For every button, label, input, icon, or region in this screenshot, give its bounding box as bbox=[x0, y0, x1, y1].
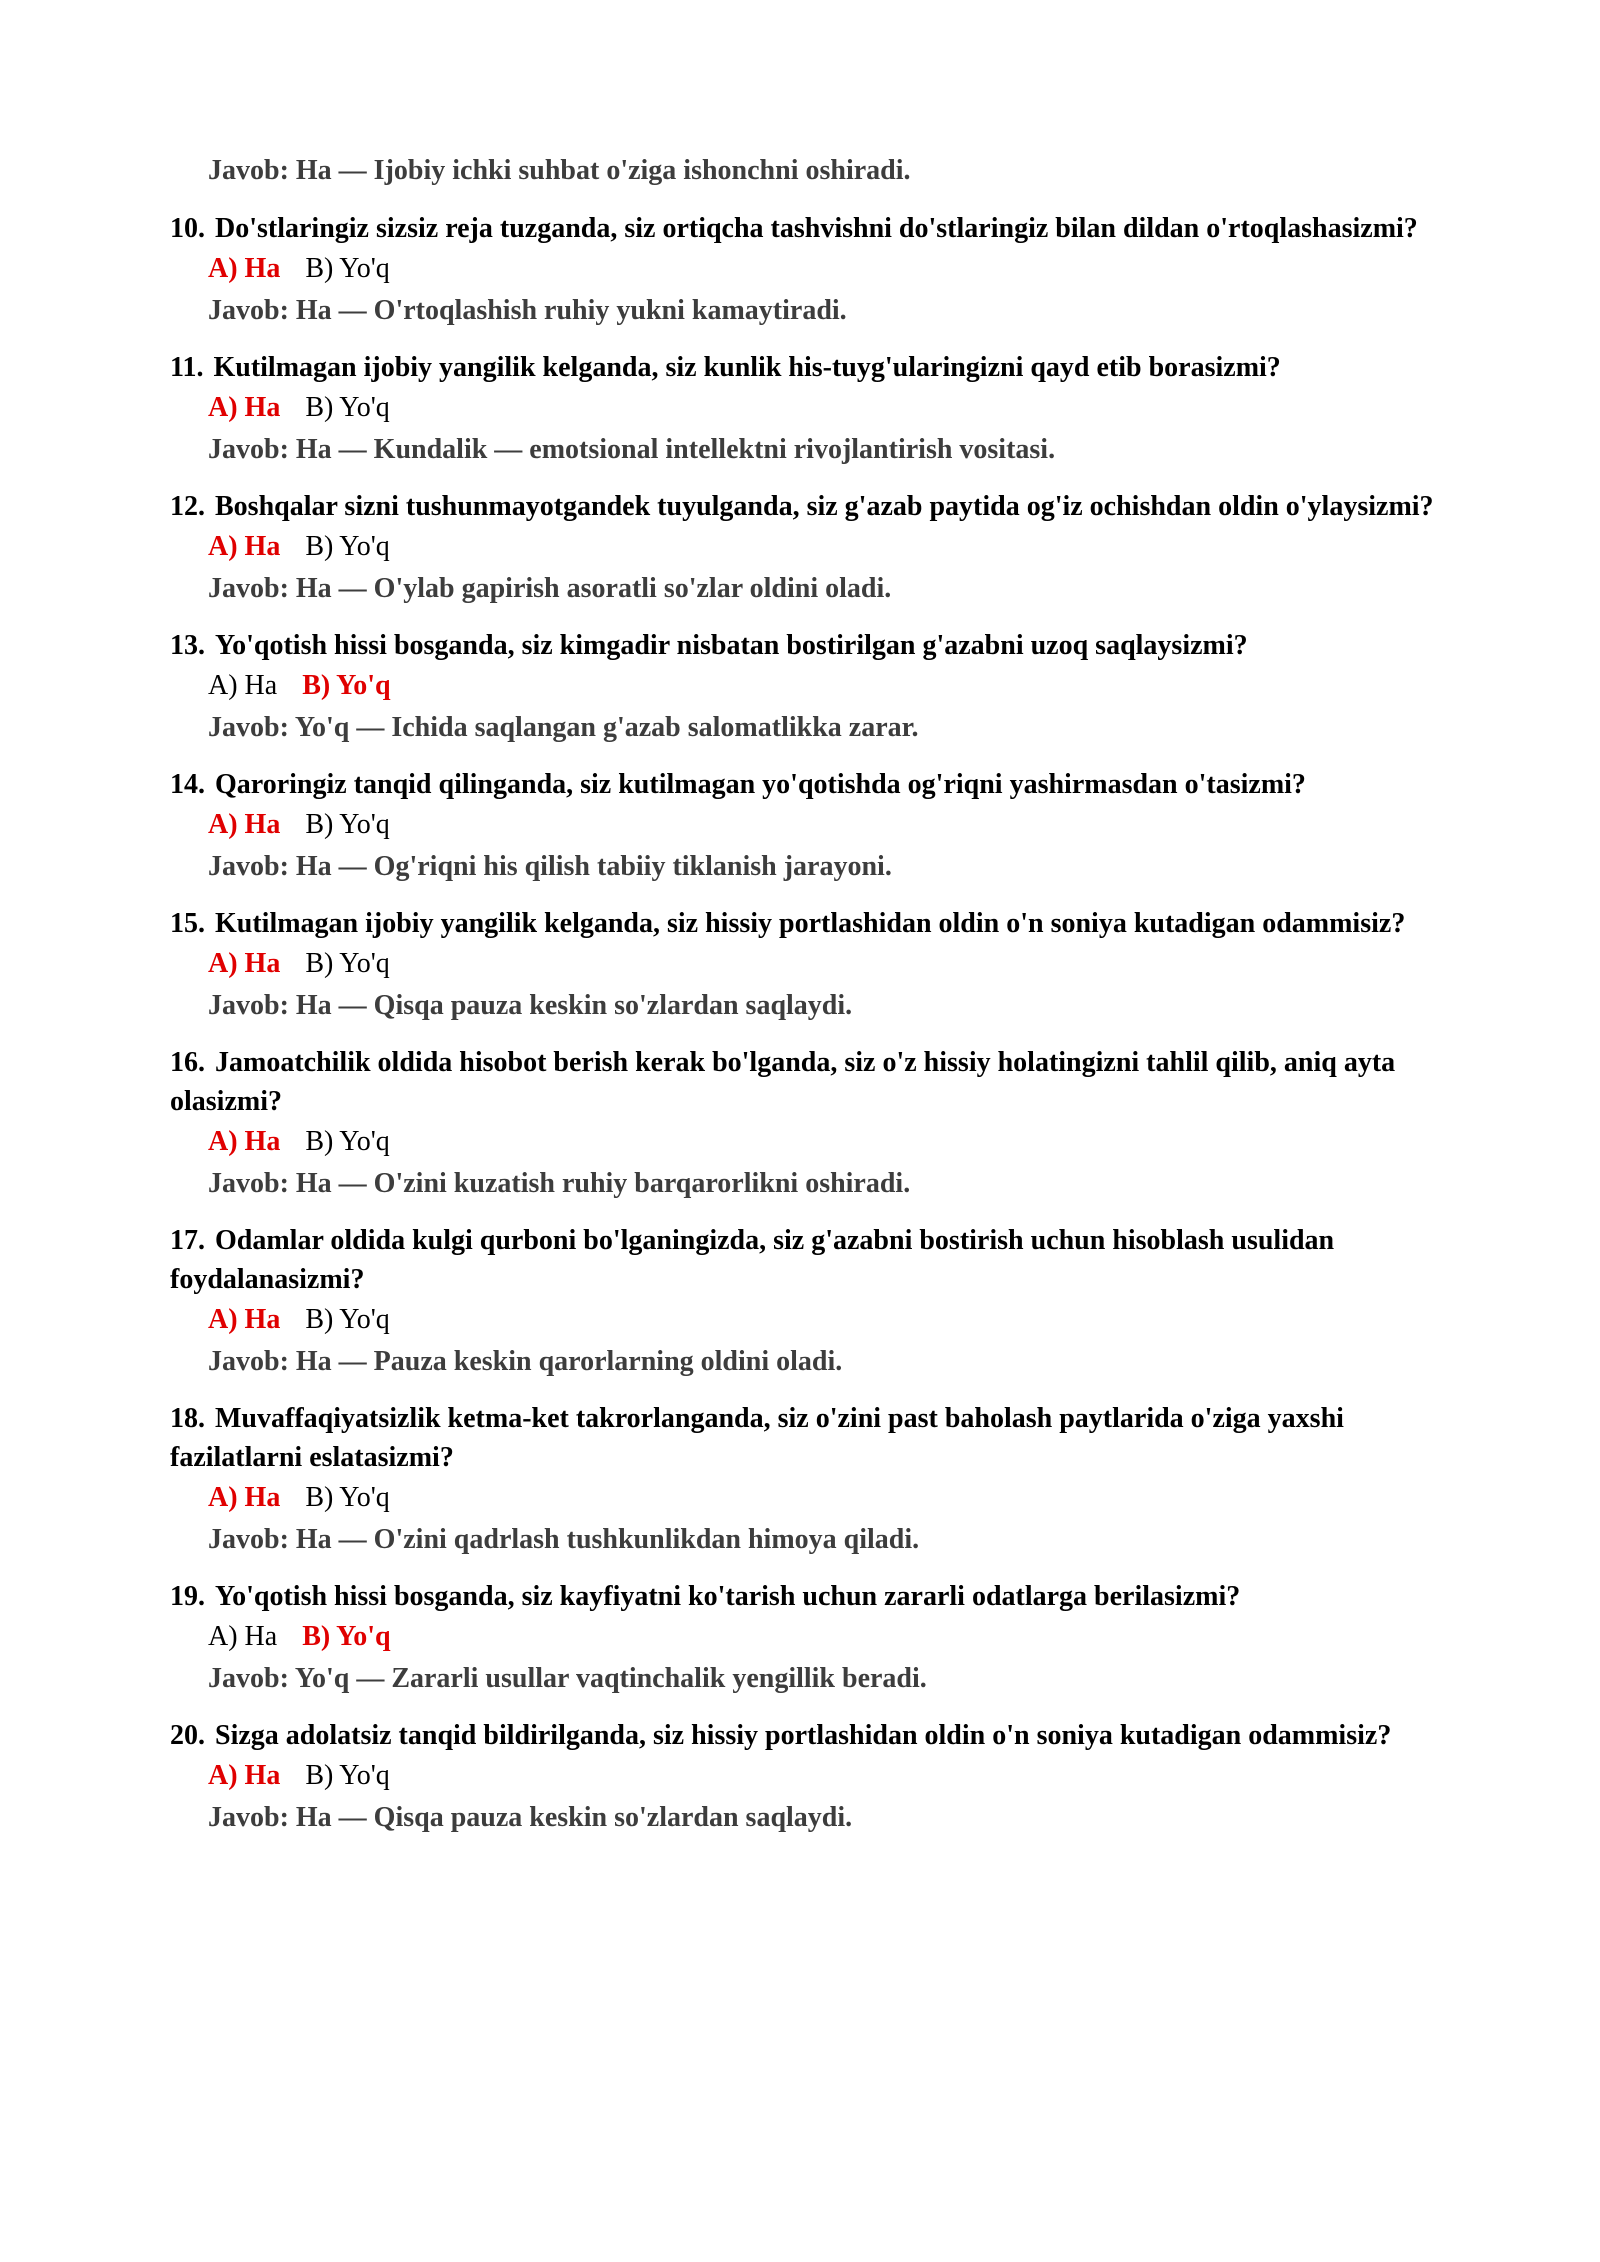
question-text bbox=[170, 348, 1460, 387]
option-a[interactable]: A) Ha bbox=[208, 1482, 281, 1513]
answer-explanation: Javob: Ha — Og'riqni his qilish tabiiy tiklanish jarayoni. bbox=[208, 851, 892, 882]
question-number: 16. bbox=[170, 1047, 205, 1078]
question-number: 20. bbox=[170, 1720, 205, 1751]
question-number: 14. bbox=[170, 769, 205, 800]
question-item bbox=[170, 1221, 1460, 1383]
option-a[interactable]: A) Ha bbox=[208, 1304, 281, 1335]
question-text bbox=[170, 904, 1460, 943]
option-b[interactable]: B) Yo'q bbox=[302, 670, 391, 701]
option-b[interactable]: B) Yo'q bbox=[305, 392, 390, 423]
question-text bbox=[170, 626, 1460, 665]
question-body: Odamlar oldida kulgi qurboni bo'lganingizda, siz g'azabni bostirish uchun hisoblash usulidan foydalanasizmi? bbox=[170, 1225, 1335, 1295]
question-list bbox=[170, 209, 1460, 1855]
question-text bbox=[170, 1043, 1460, 1121]
question-number: 15. bbox=[170, 908, 205, 939]
answer-explanation: Javob: Yo'q — Zararli usullar vaqtinchalik yengillik beradi. bbox=[208, 1663, 927, 1694]
answer-options bbox=[208, 1616, 1460, 1658]
question-number: 17. bbox=[170, 1225, 205, 1256]
option-a[interactable]: A) Ha bbox=[208, 1126, 281, 1157]
answer-options bbox=[208, 526, 1460, 568]
answer-options bbox=[208, 248, 1460, 290]
option-a[interactable]: A) Ha bbox=[208, 392, 281, 423]
answer-options bbox=[208, 943, 1460, 985]
question-item bbox=[170, 209, 1460, 332]
answer-explanation: Javob: Ha — Qisqa pauza keskin so'zlardan saqlaydi. bbox=[208, 990, 853, 1021]
question-body: Kutilmagan ijobiy yangilik kelganda, siz kunlik his-tuyg'ularingizni qayd etib borasizmi? bbox=[213, 352, 1281, 383]
question-body: Boshqalar sizni tushunmayotgandek tuyulganda, siz g'azab paytida og'iz ochishdan oldin o'ylaysizmi? bbox=[215, 491, 1434, 522]
question-body: Sizga adolatsiz tanqid bildirilganda, siz hissiy portlashidan oldin o'n soniya kutadigan odammisiz? bbox=[215, 1720, 1392, 1751]
answer-options bbox=[208, 1477, 1460, 1519]
option-a[interactable]: A) Ha bbox=[208, 253, 281, 284]
option-a[interactable]: A) Ha bbox=[208, 948, 281, 979]
question-item bbox=[170, 1577, 1460, 1700]
option-b[interactable]: B) Yo'q bbox=[305, 948, 390, 979]
question-item bbox=[170, 348, 1460, 471]
answer-options bbox=[208, 387, 1460, 429]
option-b[interactable]: B) Yo'q bbox=[305, 531, 390, 562]
answer-explanation: Javob: Ha — O'zini kuzatish ruhiy barqarorlikni oshiradi. bbox=[208, 1168, 911, 1199]
question-number: 18. bbox=[170, 1403, 205, 1434]
answer-options bbox=[208, 665, 1460, 707]
answer-explanation: Javob: Ha — O'ylab gapirish asoratli so'zlar oldini oladi. bbox=[208, 573, 892, 604]
answer-explanation: Javob: Yo'q — Ichida saqlangan g'azab salomatlikka zarar. bbox=[208, 712, 919, 743]
question-number: 11. bbox=[170, 352, 204, 383]
question-body: Yo'qotish hissi bosganda, siz kimgadir nisbatan bostirilgan g'azabni uzoq saqlaysizmi? bbox=[215, 630, 1248, 661]
option-b[interactable]: B) Yo'q bbox=[305, 1304, 390, 1335]
question-number: 10. bbox=[170, 213, 205, 244]
question-body: Yo'qotish hissi bosganda, siz kayfiyatni ko'tarish uchun zararli odatlarga berilasizmi? bbox=[215, 1581, 1241, 1612]
question-item bbox=[170, 1399, 1460, 1561]
question-item bbox=[170, 1716, 1460, 1839]
question-text bbox=[170, 1221, 1460, 1299]
question-item bbox=[170, 904, 1460, 1027]
answer-explanation: Javob: Ha — Kundalik — emotsional intellektni rivojlantirish vositasi. bbox=[208, 434, 1056, 465]
question-item bbox=[170, 487, 1460, 610]
option-b[interactable]: B) Yo'q bbox=[305, 1482, 390, 1513]
question-text bbox=[170, 1577, 1460, 1616]
question-item bbox=[170, 626, 1460, 749]
answer-explanation: Javob: Ha — Qisqa pauza keskin so'zlardan saqlaydi. bbox=[208, 1802, 853, 1833]
question-item bbox=[170, 765, 1460, 888]
answer-options bbox=[208, 1299, 1460, 1341]
option-b[interactable]: B) Yo'q bbox=[305, 809, 390, 840]
answer-options bbox=[208, 804, 1460, 846]
question-text bbox=[170, 209, 1460, 248]
question-body: Jamoatchilik oldida hisobot berish kerak bo'lganda, siz o'z hissiy holatingizni tahlil qilib, aniq ayta olasizmi? bbox=[170, 1047, 1396, 1117]
option-a[interactable]: A) Ha bbox=[208, 1760, 281, 1791]
question-body: Do'stlaringiz sizsiz reja tuzganda, siz ortiqcha tashvishni do'stlaringiz bilan dildan o'rtoqlashasizmi? bbox=[215, 213, 1418, 244]
answer-options bbox=[208, 1121, 1460, 1163]
question-item bbox=[170, 1043, 1460, 1205]
question-text bbox=[170, 487, 1460, 526]
option-b[interactable]: B) Yo'q bbox=[305, 1760, 390, 1791]
option-b[interactable]: B) Yo'q bbox=[305, 1126, 390, 1157]
option-a[interactable]: A) Ha bbox=[208, 531, 281, 562]
question-number: 13. bbox=[170, 630, 205, 661]
question-text bbox=[170, 1399, 1460, 1477]
question-number: 19. bbox=[170, 1581, 205, 1612]
option-a[interactable]: A) Ha bbox=[208, 809, 281, 840]
question-body: Qaroringiz tanqid qilinganda, siz kutilmagan yo'qotishda og'riqni yashirmasdan o'tasizmi? bbox=[215, 769, 1306, 800]
question-body: Kutilmagan ijobiy yangilik kelganda, siz hissiy portlashidan oldin o'n soniya kutadigan odammisiz? bbox=[215, 908, 1406, 939]
option-a[interactable]: A) Ha bbox=[208, 1621, 278, 1652]
question-text bbox=[170, 765, 1460, 804]
answer-explanation: Javob: Ha — O'rtoqlashish ruhiy yukni kamaytiradi. bbox=[208, 295, 847, 326]
question-number: 12. bbox=[170, 491, 205, 522]
answer-options bbox=[208, 1755, 1460, 1797]
question-text bbox=[170, 1716, 1460, 1755]
answer-explanation: Javob: Ha — O'zini qadrlash tushkunlikdan himoya qiladi. bbox=[208, 1524, 920, 1555]
question-body: Muvaffaqiyatsizlik ketma-ket takrorlanganda, siz o'zini past baholash paytlarida o'ziga yaxshi fazilatlarni eslatasizmi? bbox=[170, 1403, 1344, 1473]
answer-explanation: Javob: Ha — Pauza keskin qarorlarning oldini oladi. bbox=[208, 1346, 843, 1377]
answer-explanation: Javob: Ha — Ijobiy ichki suhbat o'ziga ishonchni oshiradi. bbox=[208, 155, 911, 186]
option-b[interactable]: B) Yo'q bbox=[302, 1621, 391, 1652]
option-b[interactable]: B) Yo'q bbox=[305, 253, 390, 284]
option-a[interactable]: A) Ha bbox=[208, 670, 278, 701]
